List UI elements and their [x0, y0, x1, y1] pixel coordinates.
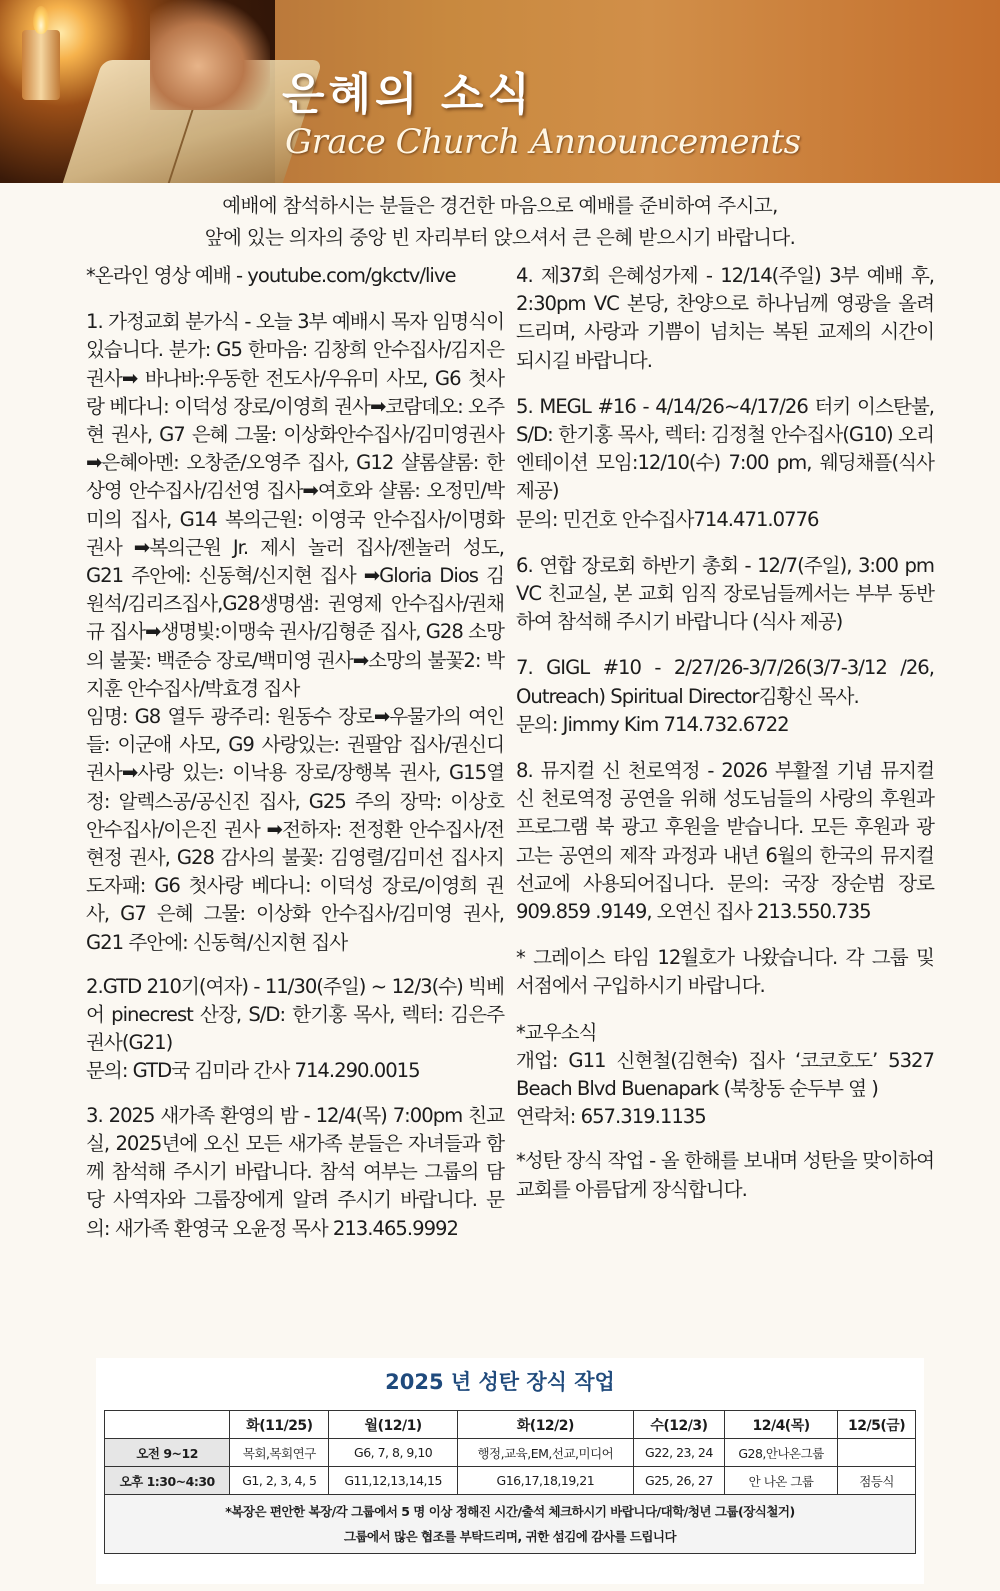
- announcement-8: 8. 뮤지컬 신 천로역정 - 2026 부활절 기념 뮤지컬 신 천로역정 공연을 위해 성도님들의 사랑의 후원과 프로그램 북 광고 후원을 받습니다. 모든 후원과 광고는 공연의 제작 과정과 내년 6월의 한국의 뮤지컬 선교에 사용되어집니다. 문의: 국장 장순범 장로 909.859 .9149, 오연신 집사 213.550.735: [516, 759, 934, 924]
- member-news-title: *교우소식: [516, 1020, 597, 1044]
- announcement-7-contact: 문의: Jimmy Kim 714.732.6722: [516, 712, 789, 736]
- table-cell: G11,12,13,14,15: [329, 1467, 457, 1495]
- intro-text: [0, 190, 1000, 254]
- announcement-4: 4. 제37회 은혜성가제 - 12/14(주일) 3부 예배 후, 2:30pm VC 본당, 찬양으로 하나님께 영광을 올려 드리며, 사랑과 기쁨이 넘치는 복된 교제의 시간이 되시길 바랍니다.: [516, 264, 934, 372]
- table-cell: G16,17,18,19,21: [457, 1467, 633, 1495]
- table-cell: [838, 1439, 916, 1467]
- schedule-header-row: [105, 1411, 916, 1439]
- member-news-body: 개업: G11 신현철(김현숙) 집사 ‘코코호도’ 5327 Beach Blvd Buenapark (북창동 순두부 옆 ): [516, 1048, 934, 1101]
- announcement-5: 5. MEGL #16 - 4/14/26~4/17/26 터키 이스탄불, S/D: 한기홍 목사, 렉터: 김정철 안수집사(G10) 오리엔테이션 모임:12/10(수) 7:00 pm, 웨딩채플(식사 제공): [516, 394, 934, 503]
- announcement-1: 1. 가정교회 분가식 - 오늘 3부 예배시 목자 임명식이 있습니다. 분가: G5 한마음: 김창희 안수집사/김지은권사➡ 바나바:우동한 전도사/우유미 사모, G6 첫사랑 베다니: 이덕성 장로/이영희 권사➡코람데오: 오주현 권사, G7 은혜 그물: 이상화안수집사/김미영권사➡은혜아멘: 오창준/오영주 집사, G12 샬롬샬롬: 한상영 안수집사/김선영 집사➡여호와 샬롬: 오정민/박미의 집사, G14 복의근원: 이영국 안수집사/이명화 권사 ➡복의근원 Jr. 제시 놀러 집사/젠놀러 성도, G21 주안에: 신동혁/신지현 집사 ➡Gloria Dios 김원석/김리즈집사,G28생명샘: 권영제 안수집사/권채규 집사➡생명빛:이맹숙 권사/김형준 집사, G28 소망의 불꽃: 백준승 장로/백미영 권사➡소망의 불꽃2: 박지훈 안수집사/박효경 집사: [86, 310, 504, 700]
- table-cell: 행정,교육,EM,선교,미디어: [457, 1439, 633, 1467]
- announcement-6: 6. 연합 장로회 하반기 총회 - 12/7(주일), 3:00 pm VC 친교실, 본 교회 임직 장로님들께서는 부부 동반하여 참석해 주시기 바랍니다 (식사 제공): [516, 553, 934, 634]
- intro-line-1: 예배에 참석하시는 분들은 경건한 마음으로 예배를 준비하여 주시고,: [222, 194, 778, 217]
- candle-image: [22, 30, 60, 100]
- grace-time-notice: * 그레이스 타임 12월호가 나왔습니다. 각 그룹 및 서점에서 구입하시기 바랍니다.: [516, 946, 934, 998]
- announcement-7: 7. GIGL #10 - 2/27/26-3/7/26(3/7-3/12 /26, Outreach) Spiritual Director김황신 목사.: [516, 656, 934, 708]
- table-row: [105, 1439, 916, 1467]
- schedule-table: [104, 1410, 916, 1554]
- intro-line-2: 앞에 있는 의자의 중앙 빈 자리부터 앉으셔서 큰 은혜 받으시기 바랍니다.: [204, 226, 796, 249]
- prayer-photo: [0, 0, 275, 183]
- table-cell: 목회,목회연구: [230, 1439, 329, 1467]
- schedule-note: [105, 1495, 916, 1554]
- header-banner: [0, 0, 1000, 183]
- table-cell: G28,안나온그룹: [724, 1439, 837, 1467]
- member-news-phone: 연락처: 657.319.1135: [516, 1105, 706, 1129]
- title-korean: 은혜의 소식: [282, 69, 534, 120]
- row-label: 오전 9~12: [105, 1439, 230, 1467]
- table-cell: G22, 23, 24: [633, 1439, 724, 1467]
- header-cell: 월(12/1): [329, 1411, 457, 1439]
- announcement-5-contact: 문의: 민건호 안수집사714.471.0776: [516, 507, 819, 531]
- title-english: Grace Church Announcements: [285, 122, 801, 162]
- flame-image: [33, 6, 49, 34]
- schedule-note-line-2: 그룹에서 많은 협조를 부탁드리며, 귀한 섬김에 감사를 드립니다: [343, 1529, 677, 1544]
- table-cell: G6, 7, 8, 9,10: [329, 1439, 457, 1467]
- praying-hands-image: [150, 0, 270, 110]
- announcement-1-appointments: 임명: G8 열두 광주리: 원동수 장로➡우물가의 여인들: 이군애 사모, G9 사랑있는: 권팔암 집사/권신디 권사➡사랑 있는: 이낙용 장로/장행복 권사, G15열정: 알렉스공/공신진 집사, G25 주의 장막: 이상호 안수집사/이은진 권사 ➡전하자: 전정환 안수집사/전현정 권사, G28 감사의 불꽃: 김영렬/김미선 집사지도자패: G6 첫사랑 베다니: 이덕성 장로/이영희 권사, G7 은혜 그물: 이상화 안수집사/김미영 권사, G21 주안에: 신동혁/신지현 집사: [86, 705, 504, 954]
- header-cell: 화(12/2): [457, 1411, 633, 1439]
- schedule-note-line-1: *복장은 편안한 복장/각 그룹에서 5 명 이상 정해진 시간/출석 체크하시기 바랍니다/대학/청년 그룹(장식철거): [225, 1504, 795, 1519]
- header-cell: [105, 1411, 230, 1439]
- table-row: [105, 1467, 916, 1495]
- table-cell: 점등식: [838, 1467, 916, 1495]
- row-label: 오후 1:30~4:30: [105, 1467, 230, 1495]
- table-cell: G25, 26, 27: [633, 1467, 724, 1495]
- online-worship: *온라인 영상 예배 - youtube.com/gkctv/live: [86, 264, 456, 287]
- announcement-2-contact: 문의: GTD국 김미라 간사 714.290.0015: [86, 1059, 420, 1083]
- header-cell: 화(11/25): [230, 1411, 329, 1439]
- right-column: [516, 262, 934, 1220]
- table-cell: 안 나온 그룹: [724, 1467, 837, 1495]
- announcement-2: 2.GTD 210기(여자) - 11/30(주일) ~ 12/3(수) 빅베어 pinecrest 산장, S/D: 한기홍 목사, 렉터: 김은주 권사(G21): [86, 974, 504, 1055]
- header-cell: 수(12/3): [633, 1411, 724, 1439]
- announcement-3: 3. 2025 새가족 환영의 밤 - 12/4(목) 7:00pm 친교실, 2025년에 오신 모든 새가족 분들은 자녀들과 함께 참석해 주시기 바랍니다. 참석 여부는 그룹의 담당 사역자와 그룹장에게 알려 주시기 바랍니다. 문의: 새가족 환영국 오윤정 목사 213.465.9992: [86, 1103, 504, 1240]
- schedule-note-row: [105, 1495, 916, 1554]
- left-column: [86, 262, 504, 1259]
- header-cell: 12/4(목): [724, 1411, 837, 1439]
- table-cell: G1, 2, 3, 4, 5: [230, 1467, 329, 1495]
- christmas-decoration-notice: *성탄 장식 작업 - 올 한해를 보내며 성탄을 맞이하여 교회를 아름답게 장식합니다.: [516, 1149, 934, 1201]
- header-cell: 12/5(금): [838, 1411, 916, 1439]
- schedule-title: 2025 년 성탄 장식 작업: [385, 1370, 615, 1394]
